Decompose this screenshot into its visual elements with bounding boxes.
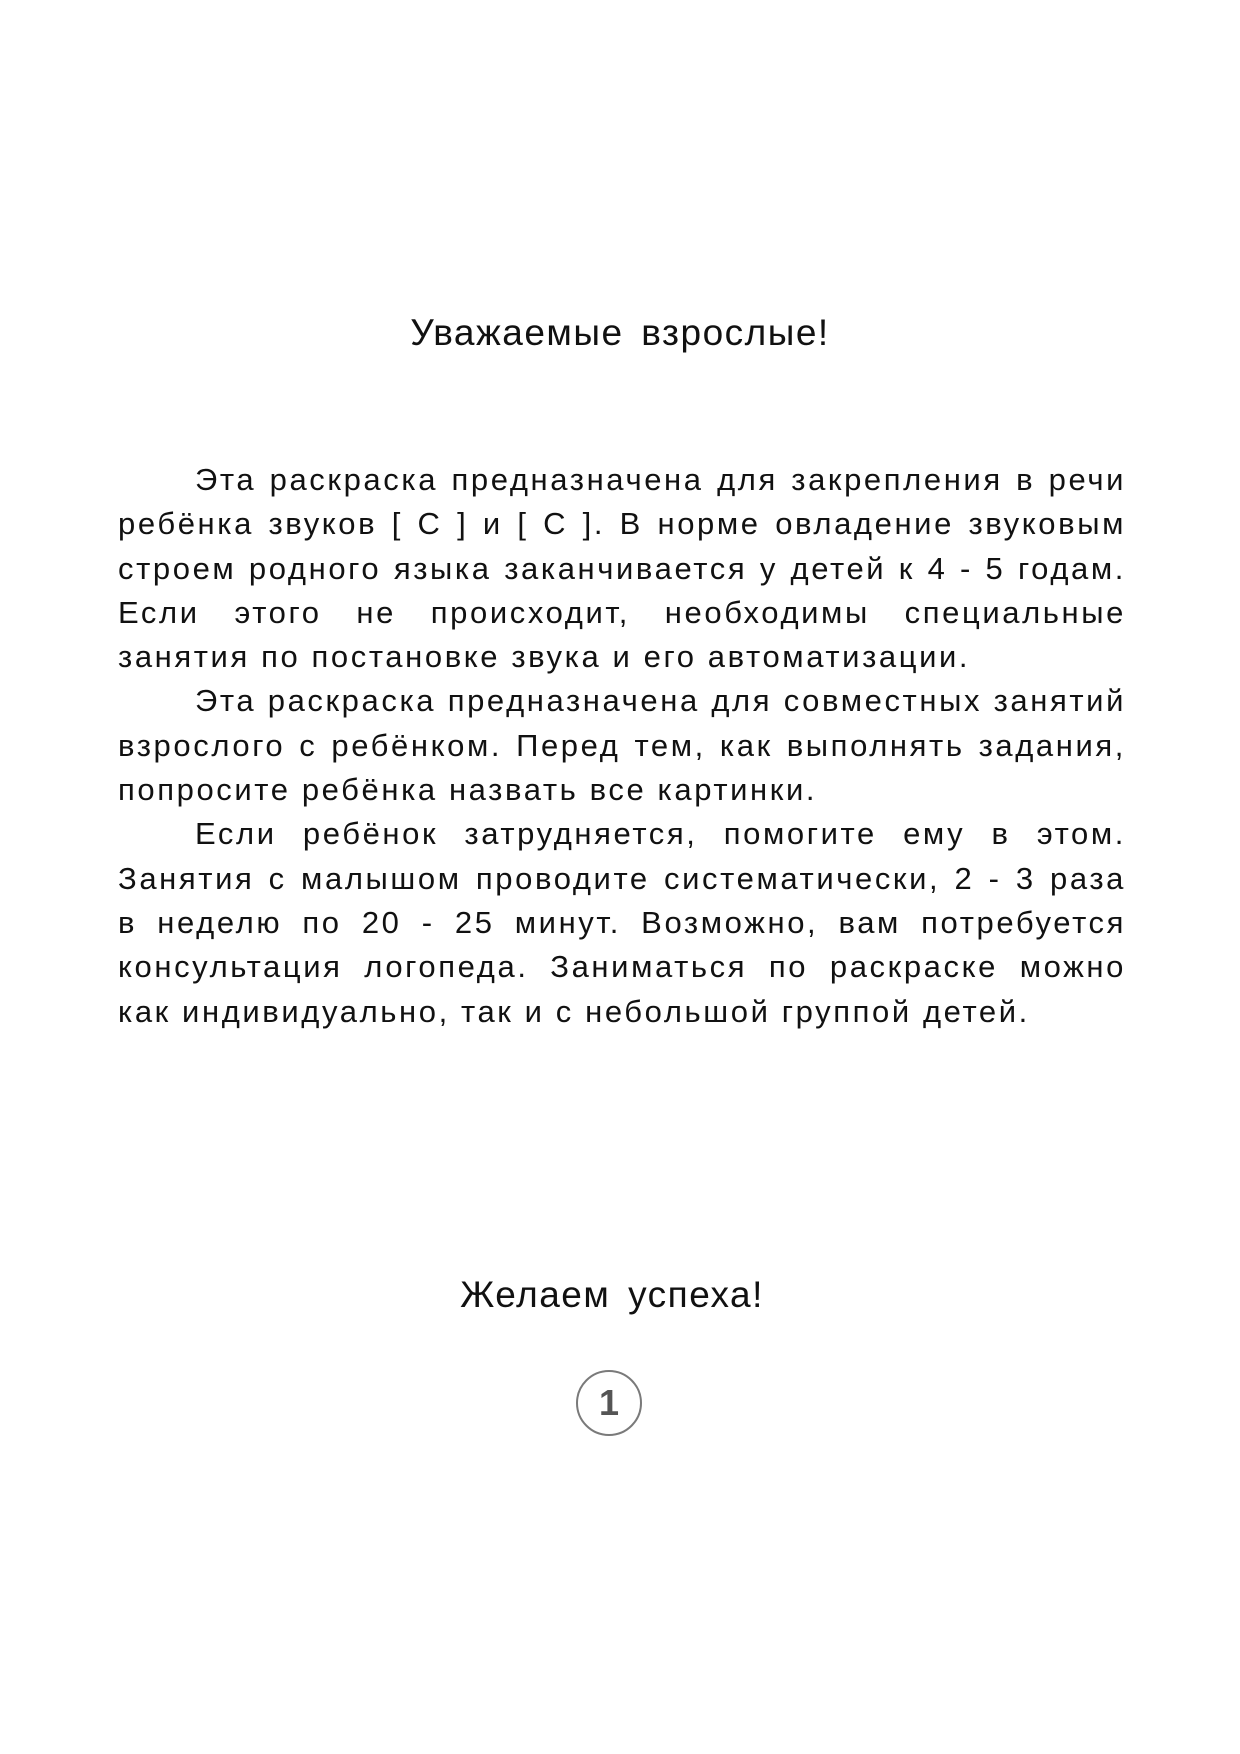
page-number-badge — [576, 1370, 642, 1436]
page-heading-greeting: Уважаемые взрослые! — [410, 312, 830, 353]
paragraph-1: Эта раскраска предназначена для закрепления в речи ребёнка звуков [ С ] и [ С ]. В норме овладение звуковым строем родного языка заканчивается у детей к 4 - 5 годам. Если этого не происходит, необходимы специальные занятия по постановке звука и его автоматизации. — [118, 462, 1126, 675]
paragraph-2: Эта раскраска предназначена для совместных занятий взрослого с ребёнком. Перед тем, как выполнять задания, попросите ребёнка назвать все картинки. — [118, 683, 1126, 808]
paragraph-3: Если ребёнок затрудняется, помогите ему в этом. Занятия с малышом проводите систематически, 2 - 3 раза в неделю по 20 - 25 минут. Возможно, вам потребуется консультация логопеда. Заниматься по раскраске можно как индивидуально, так и с небольшой группой детей. — [118, 816, 1126, 1029]
closing-heading: Желаем успеха! — [460, 1274, 764, 1315]
body-text — [118, 458, 1126, 1034]
page-number: 1 — [598, 1382, 620, 1423]
